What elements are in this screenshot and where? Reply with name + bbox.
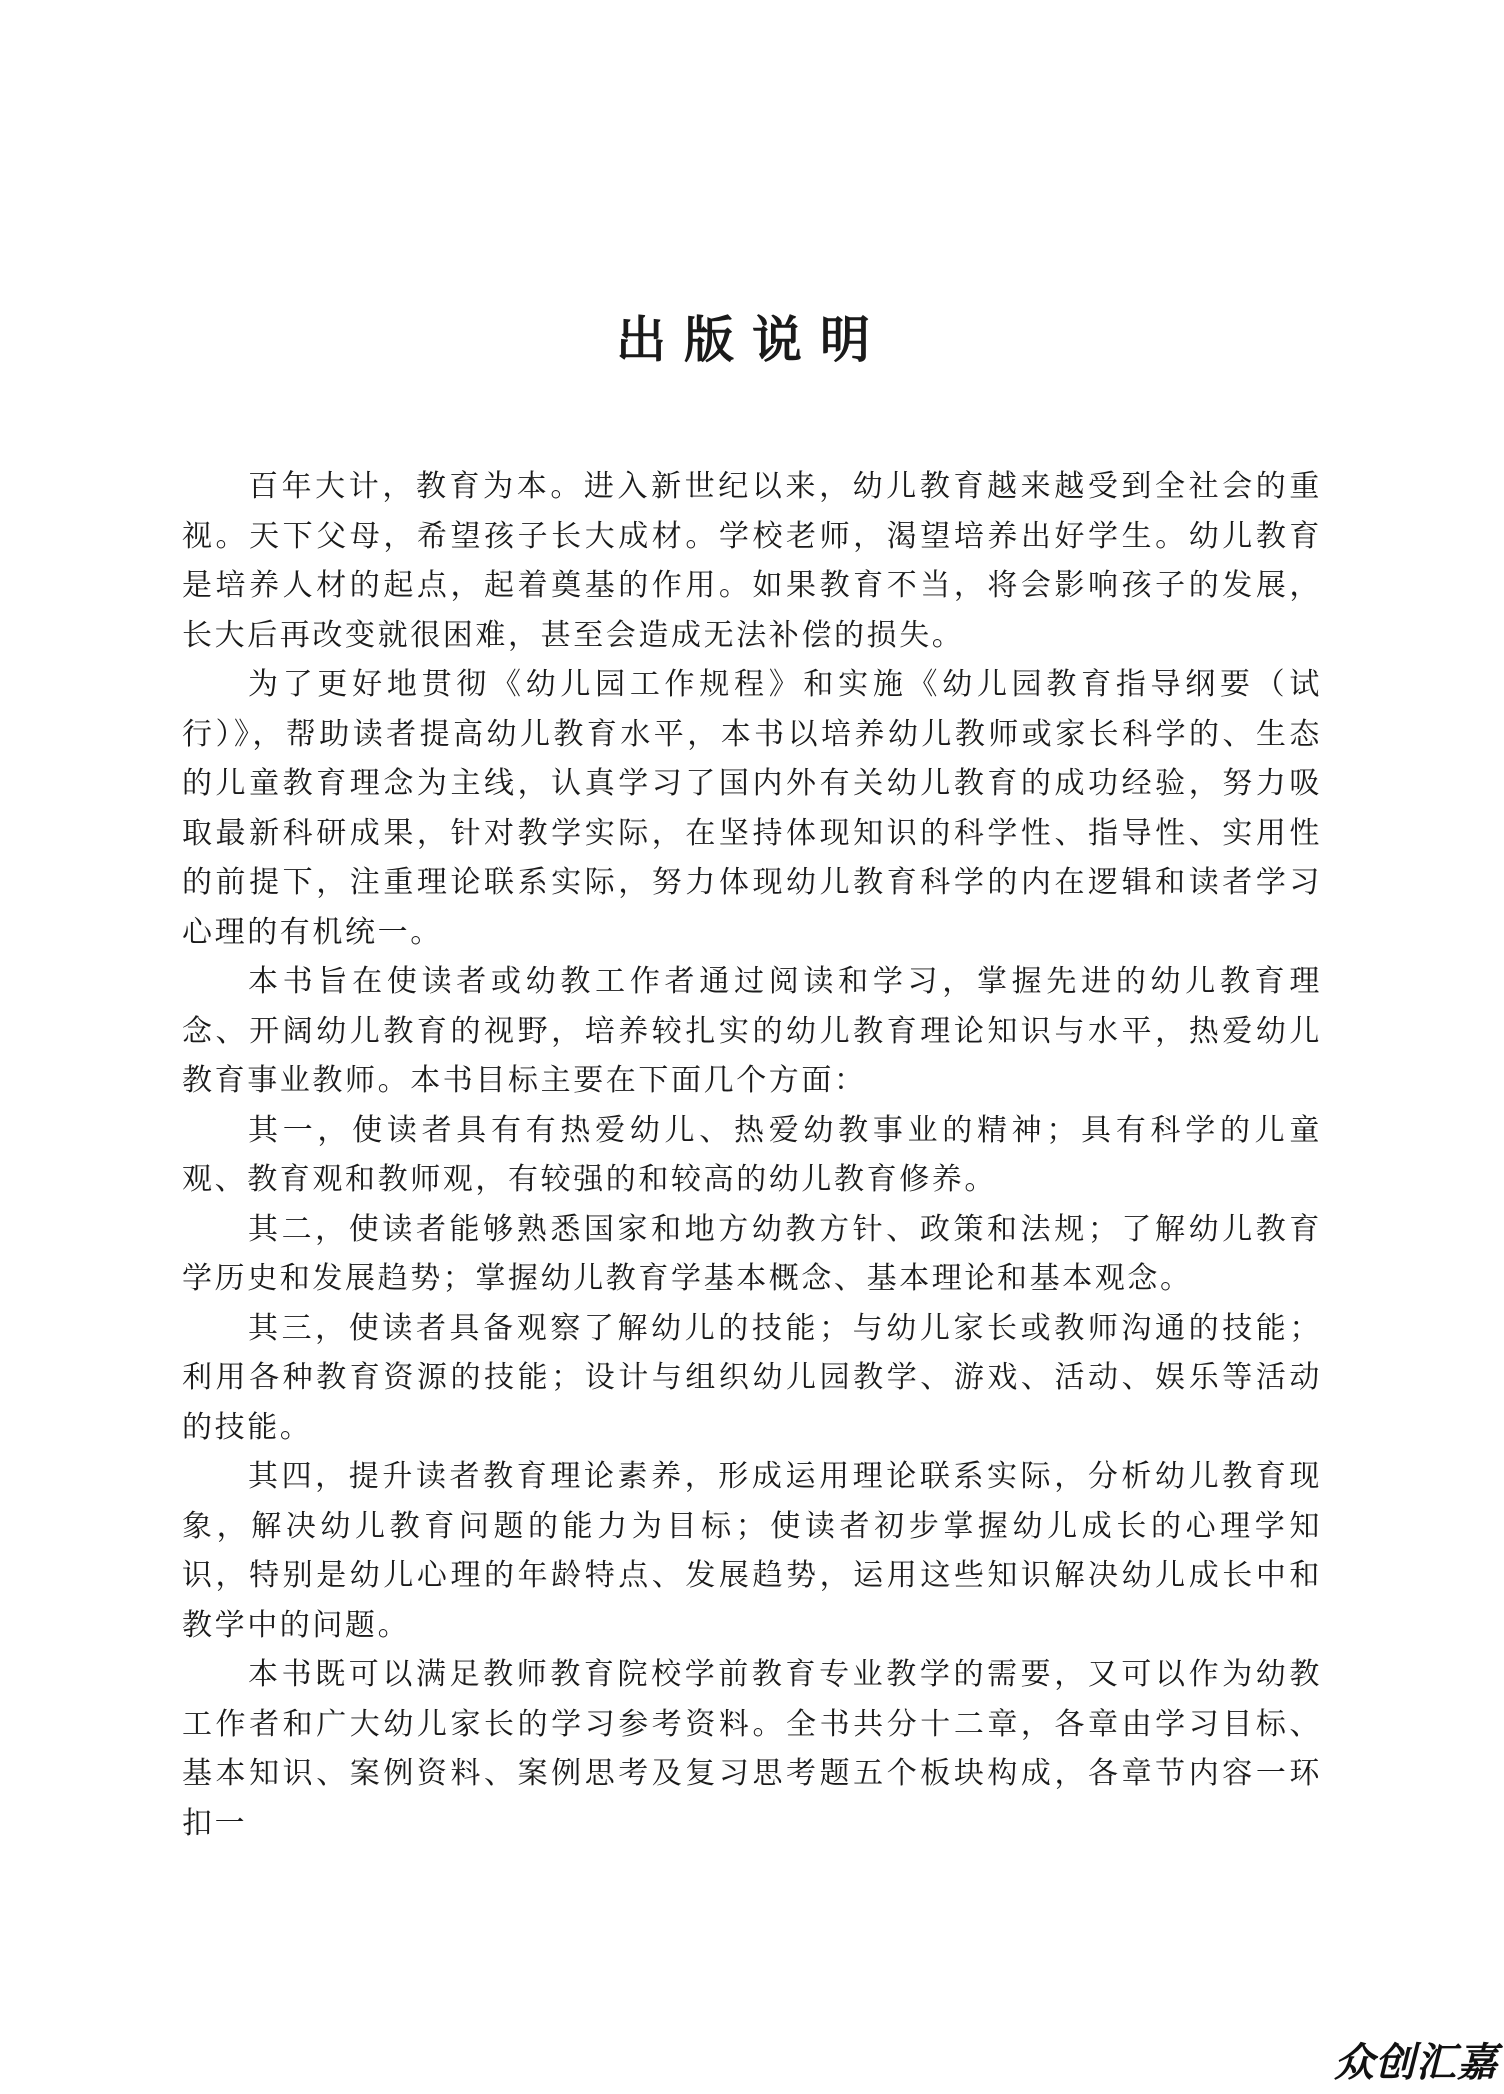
paragraph-2: 为了更好地贯彻《幼儿园工作规程》和实施《幼儿园教育指导纲要（试行）》，帮助读者提高幼儿教育水平，本书以培养幼儿教师或家长科学的、生态的儿童教育理念为主线，认真学习了国内外有关幼儿教育的成功经验，努力吸取最新科研成果，针对教学实际，在坚持体现知识的科学性、指导性、实用性的前提下，注重理论联系实际，努力体现幼儿教育科学的内在逻辑和读者学习心理的有机统一。 [182,667,1322,950]
page-title: 出版说明 [616,310,888,369]
paragraph-4: 其一，使读者具有有热爱幼儿、热爱幼教事业的精神；具有科学的儿童观、教育观和教师观，有较强的和较高的幼儿教育修养。 [182,1112,1322,1197]
paragraph-6: 其三，使读者具备观察了解幼儿的技能；与幼儿家长或教师沟通的技能；利用各种教育资源的技能；设计与组织幼儿园教学、游戏、活动、娱乐等活动的技能。 [182,1310,1322,1445]
watermark-logo: 众创汇嘉 [1334,2040,1498,2086]
paragraph-7: 其四，提升读者教育理论素养，形成运用理论联系实际，分析幼儿教育现象，解决幼儿教育问题的能力为目标；使读者初步掌握幼儿成长的心理学知识，特别是幼儿心理的年龄特点、发展趋势，运用这些知识解决幼儿成长中和教学中的问题。 [182,1459,1322,1643]
paragraph-8: 本书既可以满足教师教育院校学前教育专业教学的需要，又可以作为幼教工作者和广大幼儿家长的学习参考资料。全书共分十二章，各章由学习目标、基本知识、案例资料、案例思考及复习思考题五个板块构成，各章节内容一环扣一 [182,1657,1322,1841]
paragraph-1: 百年大计，教育为本。进入新世纪以来，幼儿教育越来越受到全社会的重视。天下父母，希望孩子长大成材。学校老师，渴望培养出好学生。幼儿教育是培养人材的起点，起着奠基的作用。如果教育不当，将会影响孩子的发展，长大后再改变就很困难，甚至会造成无法补偿的损失。 [182,469,1322,653]
paragraph-5: 其二，使读者能够熟悉国家和地方幼教方针、政策和法规；了解幼儿教育学历史和发展趋势；掌握幼儿教育学基本概念、基本理论和基本观念。 [182,1211,1322,1296]
document-body [182,462,1322,1848]
paragraph-3: 本书旨在使读者或幼教工作者通过阅读和学习，掌握先进的幼儿教育理念、开阔幼儿教育的视野，培养较扎实的幼儿教育理论知识与水平，热爱幼儿教育事业教师。本书目标主要在下面几个方面： [182,964,1322,1098]
